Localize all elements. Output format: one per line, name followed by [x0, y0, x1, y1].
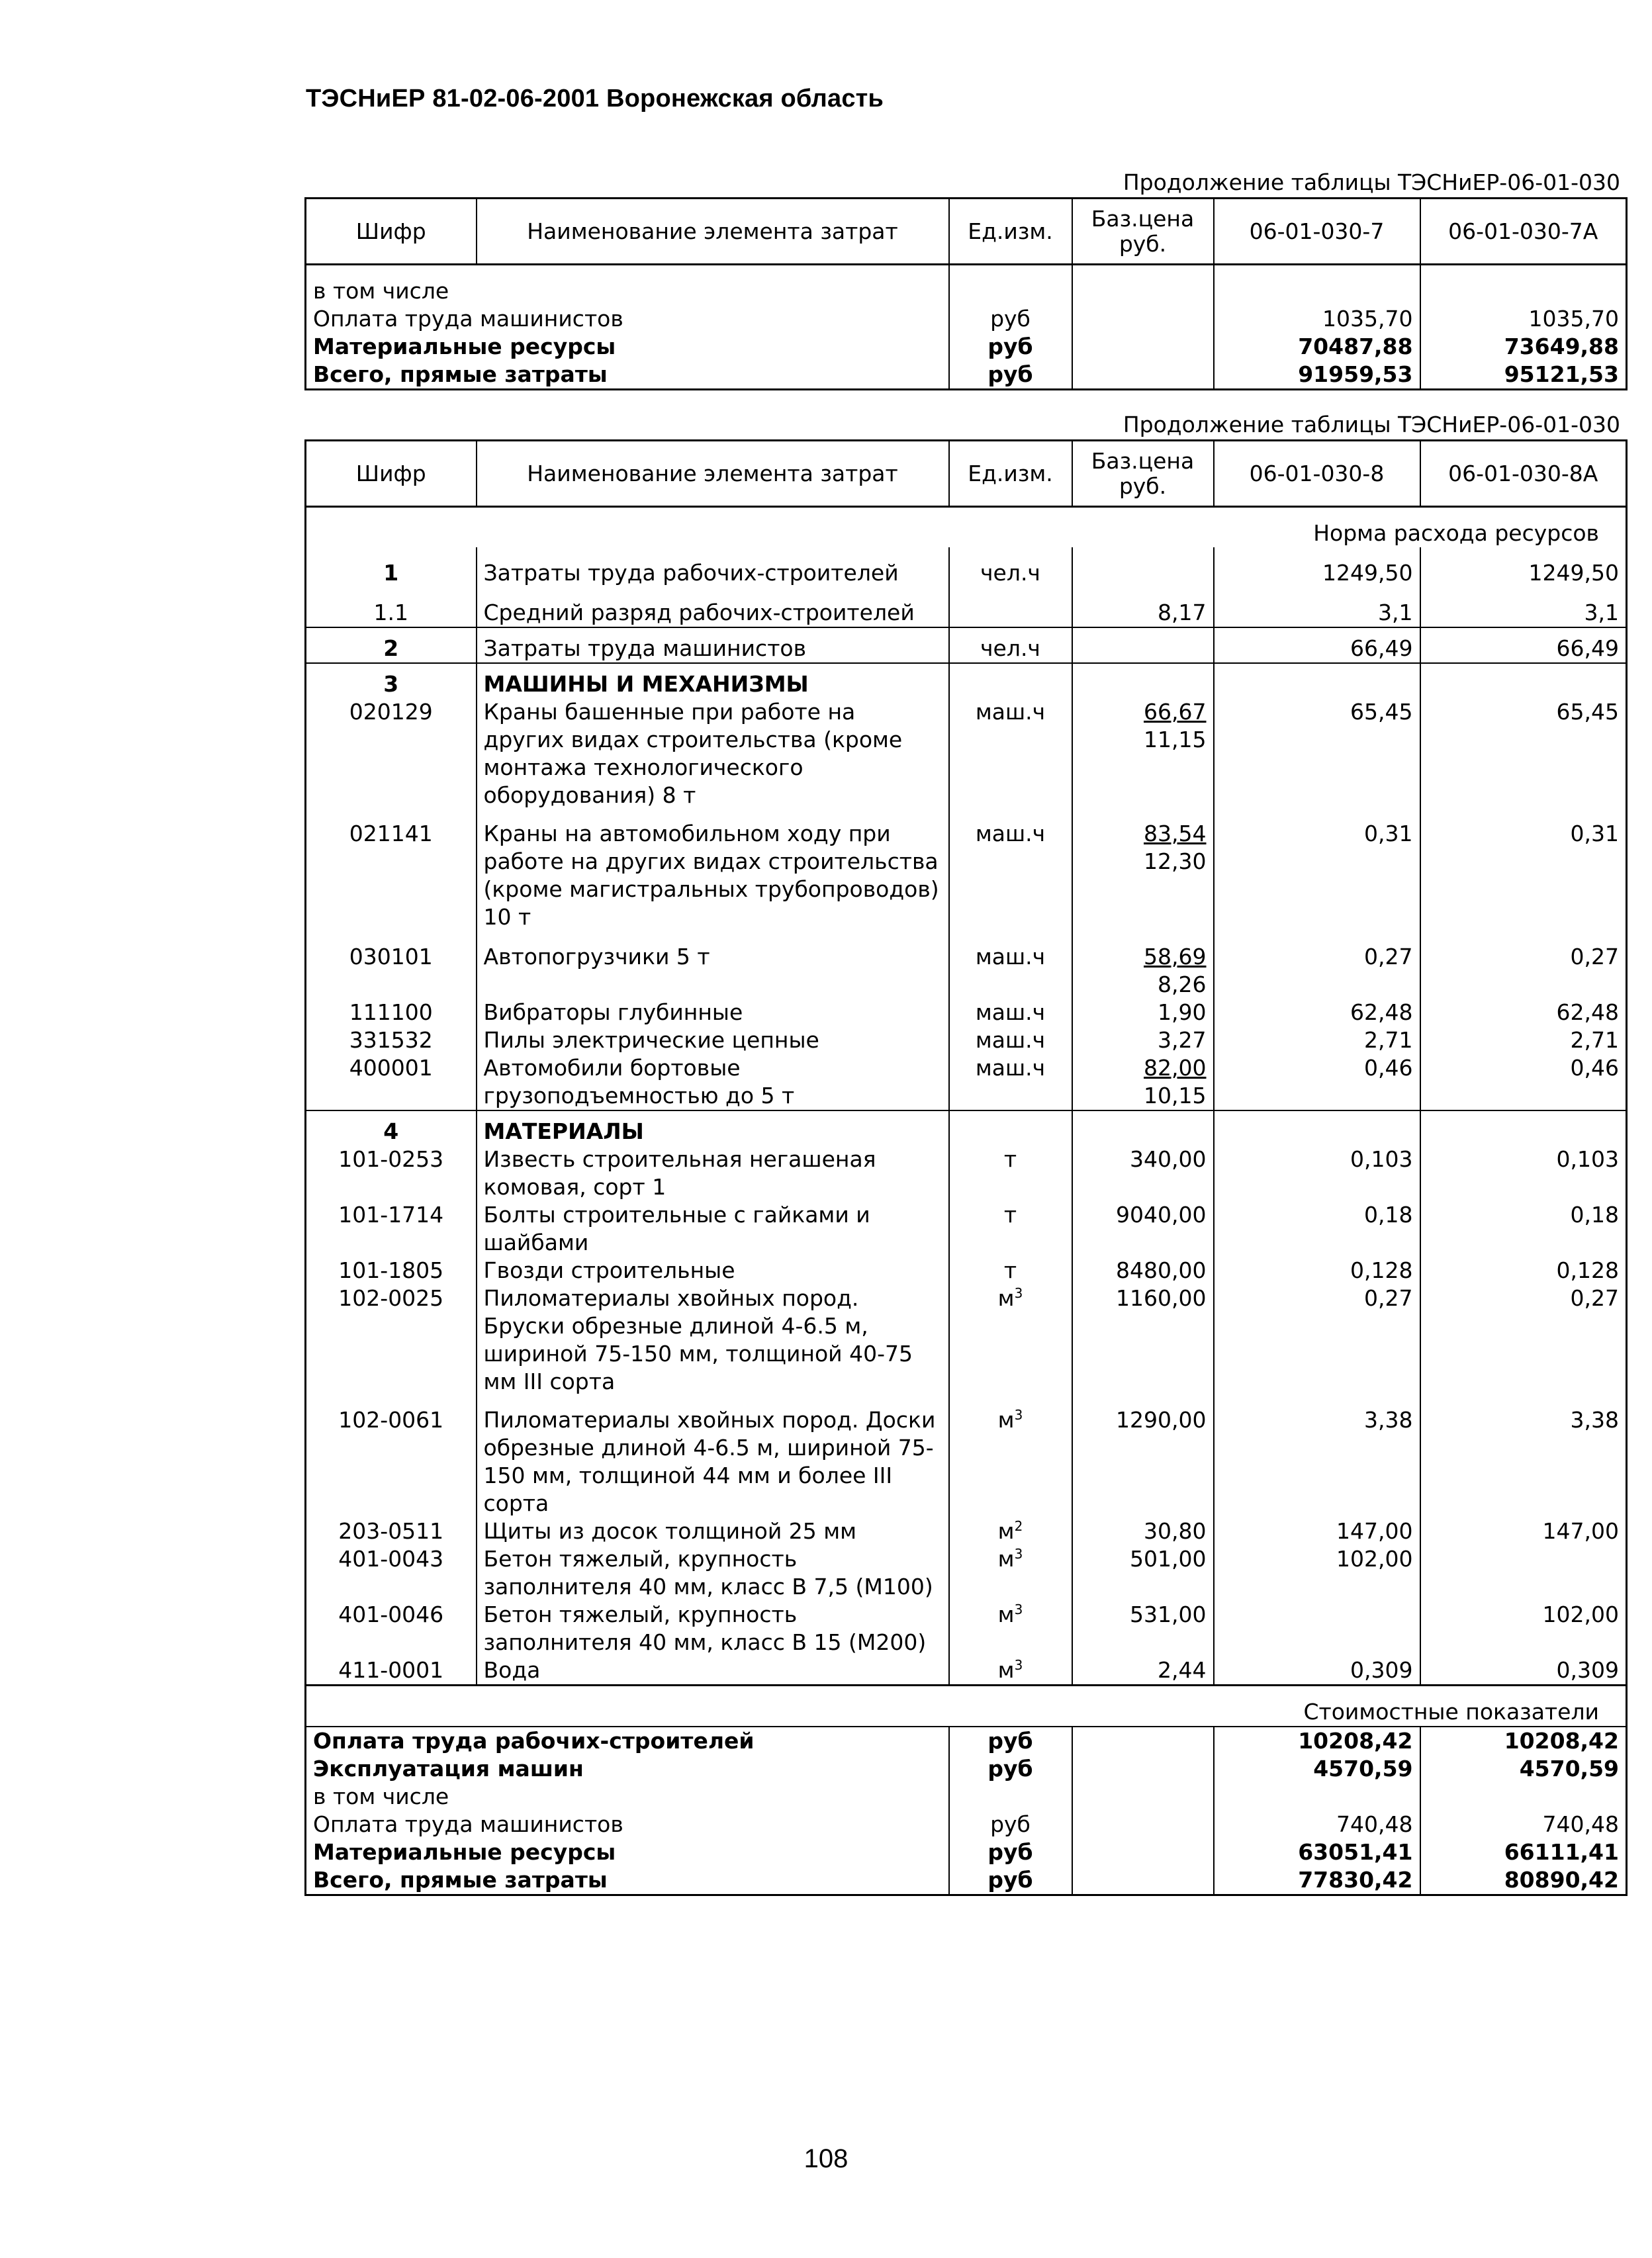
total-row	[306, 1838, 1627, 1866]
row-value-b: 147,00	[1420, 1517, 1627, 1545]
row-unit	[949, 999, 1072, 1026]
row-unit-text: м	[997, 1602, 1015, 1627]
row-value-a: 65,45	[1214, 698, 1420, 820]
row-unit-text: маш.ч	[975, 944, 1046, 970]
row-price-main: 83,54	[1144, 821, 1207, 846]
row-name: Затраты труда рабочих-строителей	[477, 547, 949, 587]
row-unit	[949, 698, 1072, 820]
row-value-b: 3,38	[1420, 1406, 1627, 1517]
total-price-empty	[1072, 1811, 1214, 1838]
table-row	[306, 1406, 1627, 1517]
table2	[304, 439, 1628, 1896]
row-value-b: 3,1	[1420, 587, 1627, 627]
total-row	[306, 1783, 1627, 1811]
row-value-b: 0,46	[1420, 1054, 1627, 1110]
row-unit-text: чел.ч	[980, 560, 1040, 586]
row-value-b: 0,31	[1420, 820, 1627, 943]
row-code: 101-1805	[338, 1257, 444, 1283]
row-unit: руб	[949, 361, 1072, 390]
row-value-b: 62,48	[1420, 999, 1627, 1026]
col-name-header: Наименование элемента затрат	[477, 441, 949, 507]
total-value-a: 4570,59	[1214, 1755, 1420, 1783]
col-name-header: Наименование элемента затрат	[477, 199, 949, 265]
total-unit: руб	[949, 1811, 1072, 1838]
row-price	[1072, 547, 1214, 587]
section-norm-label: Норма расхода ресурсов	[306, 507, 1627, 548]
row-unit-exponent: 3	[1014, 1407, 1023, 1423]
total-label: Оплата труда рабочих-строителей	[306, 1727, 949, 1755]
row-unit-text: маш.ч	[975, 999, 1046, 1025]
row-code: 2	[306, 627, 477, 663]
row-code: 102-0025	[338, 1285, 444, 1311]
table-row	[306, 663, 1627, 698]
row-value-b: 1035,70	[1420, 305, 1627, 333]
col-code-header: Шифр	[306, 199, 477, 265]
row-code: 101-1714	[338, 1202, 444, 1228]
row-unit-text: маш.ч	[975, 821, 1046, 846]
col-price-header-line2: руб.	[1119, 230, 1167, 257]
row-name: Автопогрузчики 5 т	[477, 943, 949, 999]
row-unit	[949, 1201, 1072, 1257]
row-label: Материальные ресурсы	[313, 334, 616, 359]
table-row	[306, 1545, 1627, 1601]
row-unit	[949, 820, 1072, 943]
row-price	[1072, 1517, 1214, 1545]
row-empty	[949, 663, 1072, 698]
row-unit-text: т	[1003, 1257, 1017, 1283]
table2-header-row	[306, 441, 1627, 507]
row-price-main: 30,80	[1144, 1518, 1207, 1544]
row-price-main: 1,90	[1158, 999, 1207, 1025]
col-unit-header: Ед.изм.	[949, 199, 1072, 265]
row-value-b: 0,309	[1420, 1656, 1627, 1686]
row-label: Оплата труда машинистов	[313, 306, 623, 332]
page-title: ТЭСНиЕР 81-02-06-2001 Воронежская область	[306, 85, 884, 113]
row-value-a: 62,48	[1214, 999, 1420, 1026]
row-price	[1072, 698, 1214, 820]
col-a-header: 06-01-030-7	[1214, 199, 1420, 265]
row-name: Пиломатериалы хвойных пород. Доски обрезные длиной 4-6.5 м, шириной 75-150 мм, толщиной 44 мм и более III сорта	[477, 1406, 949, 1517]
row-code: 203-0511	[338, 1518, 444, 1544]
row-name: Гвозди строительные	[477, 1257, 949, 1285]
row-value-b: 0,103	[1420, 1146, 1627, 1201]
row-empty	[1420, 663, 1627, 698]
col-price-header	[1072, 441, 1214, 507]
row-value-a: 0,27	[1214, 1285, 1420, 1406]
row-name: Бетон тяжелый, крупность заполнителя 40 мм, класс В 15 (М200)	[477, 1601, 949, 1656]
row-price	[1072, 1026, 1214, 1054]
table-row	[306, 1201, 1627, 1257]
table-row	[306, 1285, 1627, 1406]
row-unit-text: м	[997, 1285, 1015, 1311]
row-name: Вибраторы глубинные	[477, 999, 949, 1026]
page-number: 108	[803, 2144, 849, 2173]
row-value-a: 147,00	[1214, 1517, 1420, 1545]
row-price	[1072, 1285, 1214, 1406]
row-unit	[949, 1656, 1072, 1686]
table-row	[306, 1026, 1627, 1054]
row-unit	[949, 1285, 1072, 1406]
total-value-b: 740,48	[1420, 1811, 1627, 1838]
total-row	[306, 1755, 1627, 1783]
row-name: МАШИНЫ И МЕХАНИЗМЫ	[477, 663, 949, 698]
row-name: Пиломатериалы хвойных пород. Бруски обрезные длиной 4-6.5 м, шириной 75-150 мм, толщиной 40-75 мм III сорта	[477, 1285, 949, 1406]
row-empty	[1072, 1110, 1214, 1146]
table-row	[306, 698, 1627, 820]
section-cost-row	[306, 1686, 1627, 1727]
total-label: в том числе	[313, 1784, 449, 1809]
row-unit	[949, 1406, 1072, 1517]
row-price	[1072, 1201, 1214, 1257]
row-unit-text: м	[997, 1518, 1015, 1544]
row-value-b: 73649,88	[1420, 333, 1627, 361]
row-value-a: 0,103	[1214, 1146, 1420, 1201]
row-price-main: 8,17	[1158, 600, 1207, 625]
table-row	[306, 1517, 1627, 1545]
row-code: 030101	[349, 944, 433, 970]
total-value-a: 77830,42	[1214, 1866, 1420, 1895]
row-code: 020129	[349, 699, 433, 725]
row-price-wage: 12,30	[1144, 848, 1207, 874]
row-price	[1072, 1601, 1214, 1656]
col-a-header: 06-01-030-8	[1214, 441, 1420, 507]
row-price-wage: 11,15	[1144, 727, 1207, 752]
table-row	[306, 1601, 1627, 1656]
row-code: 111100	[349, 999, 433, 1025]
row-unit	[949, 1257, 1072, 1285]
table-row	[306, 587, 1627, 627]
row-price	[1072, 1545, 1214, 1601]
row-price-main: 8480,00	[1116, 1257, 1207, 1283]
row-name: Бетон тяжелый, крупность заполнителя 40 мм, класс В 7,5 (М100)	[477, 1545, 949, 1601]
row-value-a: 0,31	[1214, 820, 1420, 943]
row-code: 101-0253	[338, 1146, 444, 1172]
total-row	[306, 1811, 1627, 1838]
row-value-b: 0,128	[1420, 1257, 1627, 1285]
row-price-wage: 10,15	[1144, 1083, 1207, 1108]
table-row	[306, 627, 1627, 663]
row-code: 021141	[349, 821, 433, 846]
row-name: Автомобили бортовые грузоподъемностью до 5 т	[477, 1054, 949, 1110]
row-price-wage: 8,26	[1158, 971, 1207, 997]
table-row	[306, 1054, 1627, 1110]
row-unit	[949, 1146, 1072, 1201]
row-value-a: 0,18	[1214, 1201, 1420, 1257]
table1-caption: Продолжение таблицы ТЭСНиЕР-06-01-030	[1123, 169, 1620, 195]
table-row	[306, 547, 1627, 587]
row-unit-exponent: 2	[1014, 1518, 1023, 1534]
row-unit-text: м	[997, 1407, 1015, 1433]
row-empty	[949, 1110, 1072, 1146]
row-value-a: 0,128	[1214, 1257, 1420, 1285]
row-unit-text: м	[997, 1657, 1015, 1683]
row-name: Затраты труда машинистов	[477, 627, 949, 663]
row-value-b: 0,18	[1420, 1201, 1627, 1257]
row-price-main: 66,67	[1144, 699, 1207, 725]
row-value-a: 0,27	[1214, 943, 1420, 999]
table-row	[306, 943, 1627, 999]
row-value-a: 0,309	[1214, 1656, 1420, 1686]
total-unit: руб	[949, 1727, 1072, 1755]
row-unit-exponent: 3	[1014, 1546, 1023, 1562]
row-unit	[949, 1601, 1072, 1656]
row-value-b: 95121,53	[1420, 361, 1627, 390]
table1	[304, 197, 1628, 390]
total-value-a: 10208,42	[1214, 1727, 1420, 1755]
total-price-empty	[1072, 1755, 1214, 1783]
row-unit-exponent: 3	[1014, 1602, 1023, 1617]
row-price-main: 58,69	[1144, 944, 1207, 970]
total-label: Материальные ресурсы	[313, 1839, 616, 1865]
total-row	[306, 1727, 1627, 1755]
total-price-empty	[1072, 1783, 1214, 1811]
total-label: Оплата труда машинистов	[313, 1811, 623, 1837]
row-name: Пилы электрические цепные	[477, 1026, 949, 1054]
table-row	[306, 265, 1627, 306]
table-row	[306, 820, 1627, 943]
total-value-a: 63051,41	[1214, 1838, 1420, 1866]
row-unit	[949, 1054, 1072, 1110]
row-name: Средний разряд рабочих-строителей	[477, 587, 949, 627]
row-label: в том числе	[306, 265, 949, 306]
col-price-header	[1072, 199, 1214, 265]
table-row	[306, 361, 1627, 390]
row-code: 401-0043	[338, 1546, 444, 1572]
total-label: Всего, прямые затраты	[313, 1867, 608, 1893]
row-unit-text: маш.ч	[975, 1027, 1046, 1053]
row-price	[1072, 1054, 1214, 1110]
row-code: 102-0061	[338, 1407, 444, 1433]
col-code-header: Шифр	[306, 441, 477, 507]
row-price-main: 501,00	[1130, 1546, 1207, 1572]
row-code: 401-0046	[338, 1602, 444, 1627]
row-unit	[949, 587, 1072, 627]
row-value-a: 66,49	[1214, 627, 1420, 663]
row-code: 1	[383, 560, 399, 586]
row-value-a: 2,71	[1214, 1026, 1420, 1054]
row-price-main: 2,44	[1158, 1657, 1207, 1683]
table-row	[306, 1257, 1627, 1285]
row-unit	[949, 1517, 1072, 1545]
row-unit-text: маш.ч	[975, 699, 1046, 725]
row-empty	[1214, 1110, 1420, 1146]
col-price-header-line2: руб.	[1119, 473, 1167, 499]
row-unit	[949, 265, 1072, 306]
row-value-b	[1420, 1545, 1627, 1601]
row-unit	[949, 627, 1072, 663]
total-value-b: 80890,42	[1420, 1866, 1627, 1895]
row-value-a: 102,00	[1214, 1545, 1420, 1601]
row-value-b: 102,00	[1420, 1601, 1627, 1656]
row-empty	[1420, 1110, 1627, 1146]
row-price-main: 3,27	[1158, 1027, 1207, 1053]
row-price	[1072, 627, 1214, 663]
total-price-empty	[1072, 1727, 1214, 1755]
row-code: 411-0001	[338, 1657, 444, 1683]
total-price-empty	[1072, 1866, 1214, 1895]
row-value-a: 0,46	[1214, 1054, 1420, 1110]
row-value-b: 2,71	[1420, 1026, 1627, 1054]
row-empty	[1072, 663, 1214, 698]
table-row	[306, 305, 1627, 333]
row-unit	[949, 547, 1072, 587]
total-value-a: 740,48	[1214, 1811, 1420, 1838]
row-name: Вода	[477, 1656, 949, 1686]
row-name: Болты строительные с гайками и шайбами	[477, 1201, 949, 1257]
row-unit: руб	[949, 305, 1072, 333]
table-row	[306, 1656, 1627, 1686]
section-cost-label: Стоимостные показатели	[306, 1686, 1627, 1727]
total-value-b: 10208,42	[1420, 1727, 1627, 1755]
row-price-main: 531,00	[1130, 1602, 1207, 1627]
row-price	[1072, 1146, 1214, 1201]
total-value-a	[1214, 1783, 1420, 1811]
row-price	[1072, 1257, 1214, 1285]
row-unit: руб	[949, 333, 1072, 361]
total-unit: руб	[949, 1755, 1072, 1783]
row-value-a: 70487,88	[1214, 333, 1420, 361]
row-code: 3	[306, 663, 477, 698]
total-value-b: 4570,59	[1420, 1755, 1627, 1783]
row-unit-exponent: 3	[1014, 1657, 1023, 1673]
row-price-main: 9040,00	[1116, 1202, 1207, 1228]
table1-header-row	[306, 199, 1627, 265]
table-row	[306, 333, 1627, 361]
row-name: МАТЕРИАЛЫ	[477, 1110, 949, 1146]
row-unit-exponent: 3	[1014, 1285, 1023, 1301]
section-norm-row	[306, 507, 1627, 548]
row-value-b: 66,49	[1420, 627, 1627, 663]
row-price-main: 82,00	[1144, 1055, 1207, 1081]
row-empty	[1214, 663, 1420, 698]
row-code: 400001	[349, 1055, 433, 1081]
row-name: Краны башенные при работе на других видах строительства (кроме монтажа технологического оборудования) 8 т	[477, 698, 949, 820]
row-value-b: 1249,50	[1420, 547, 1627, 587]
row-value-a	[1214, 1601, 1420, 1656]
row-name: Известь строительная негашеная комовая, сорт 1	[477, 1146, 949, 1201]
table-row	[306, 1110, 1627, 1146]
row-unit	[949, 943, 1072, 999]
table-row	[306, 1146, 1627, 1201]
row-unit-text: маш.ч	[975, 1055, 1046, 1081]
row-unit	[949, 1026, 1072, 1054]
row-unit	[949, 1545, 1072, 1601]
row-value-b: 0,27	[1420, 943, 1627, 999]
row-price	[1072, 943, 1214, 999]
total-unit: руб	[949, 1838, 1072, 1866]
total-value-b	[1420, 1783, 1627, 1811]
row-price-main: 1160,00	[1116, 1285, 1207, 1311]
row-price	[1072, 587, 1214, 627]
total-row	[306, 1866, 1627, 1895]
row-price	[1072, 1406, 1214, 1517]
col-price-header-line1: Баз.цена	[1091, 447, 1195, 474]
row-code: 331532	[349, 1027, 433, 1053]
row-unit-text: м	[997, 1546, 1015, 1572]
row-value-b	[1420, 265, 1627, 306]
row-value-a: 1249,50	[1214, 547, 1420, 587]
row-name: Щиты из досок толщиной 25 мм	[477, 1517, 949, 1545]
row-value-a: 91959,53	[1214, 361, 1420, 390]
col-unit-header: Ед.изм.	[949, 441, 1072, 507]
row-value-a: 3,38	[1214, 1406, 1420, 1517]
table-row	[306, 999, 1627, 1026]
row-label: Всего, прямые затраты	[313, 361, 608, 387]
col-b-header: 06-01-030-8А	[1420, 441, 1627, 507]
row-code: 1.1	[373, 600, 408, 625]
row-code: 4	[306, 1110, 477, 1146]
row-price	[1072, 1656, 1214, 1686]
row-value-b: 0,27	[1420, 1285, 1627, 1406]
row-price	[1072, 820, 1214, 943]
row-unit-text: т	[1003, 1146, 1017, 1172]
row-price	[1072, 999, 1214, 1026]
total-price-empty	[1072, 1838, 1214, 1866]
row-name: Краны на автомобильном ходу при работе на других видах строительства (кроме магистральных трубопроводов) 10 т	[477, 820, 949, 943]
row-price-main: 1290,00	[1116, 1407, 1207, 1433]
row-unit-text: чел.ч	[980, 635, 1040, 661]
total-label: Эксплуатация машин	[313, 1756, 584, 1782]
total-unit: руб	[949, 1866, 1072, 1895]
table2-body	[306, 507, 1627, 1895]
table2-caption: Продолжение таблицы ТЭСНиЕР-06-01-030	[1123, 412, 1620, 437]
col-price-header-line1: Баз.цена	[1091, 205, 1195, 232]
row-unit-text: т	[1003, 1202, 1017, 1228]
row-price-main: 340,00	[1130, 1146, 1207, 1172]
row-value-b: 65,45	[1420, 698, 1627, 820]
row-value-a	[1214, 265, 1420, 306]
col-b-header: 06-01-030-7А	[1420, 199, 1627, 265]
row-value-a: 1035,70	[1214, 305, 1420, 333]
total-unit	[949, 1783, 1072, 1811]
row-value-a: 3,1	[1214, 587, 1420, 627]
total-value-b: 66111,41	[1420, 1838, 1627, 1866]
